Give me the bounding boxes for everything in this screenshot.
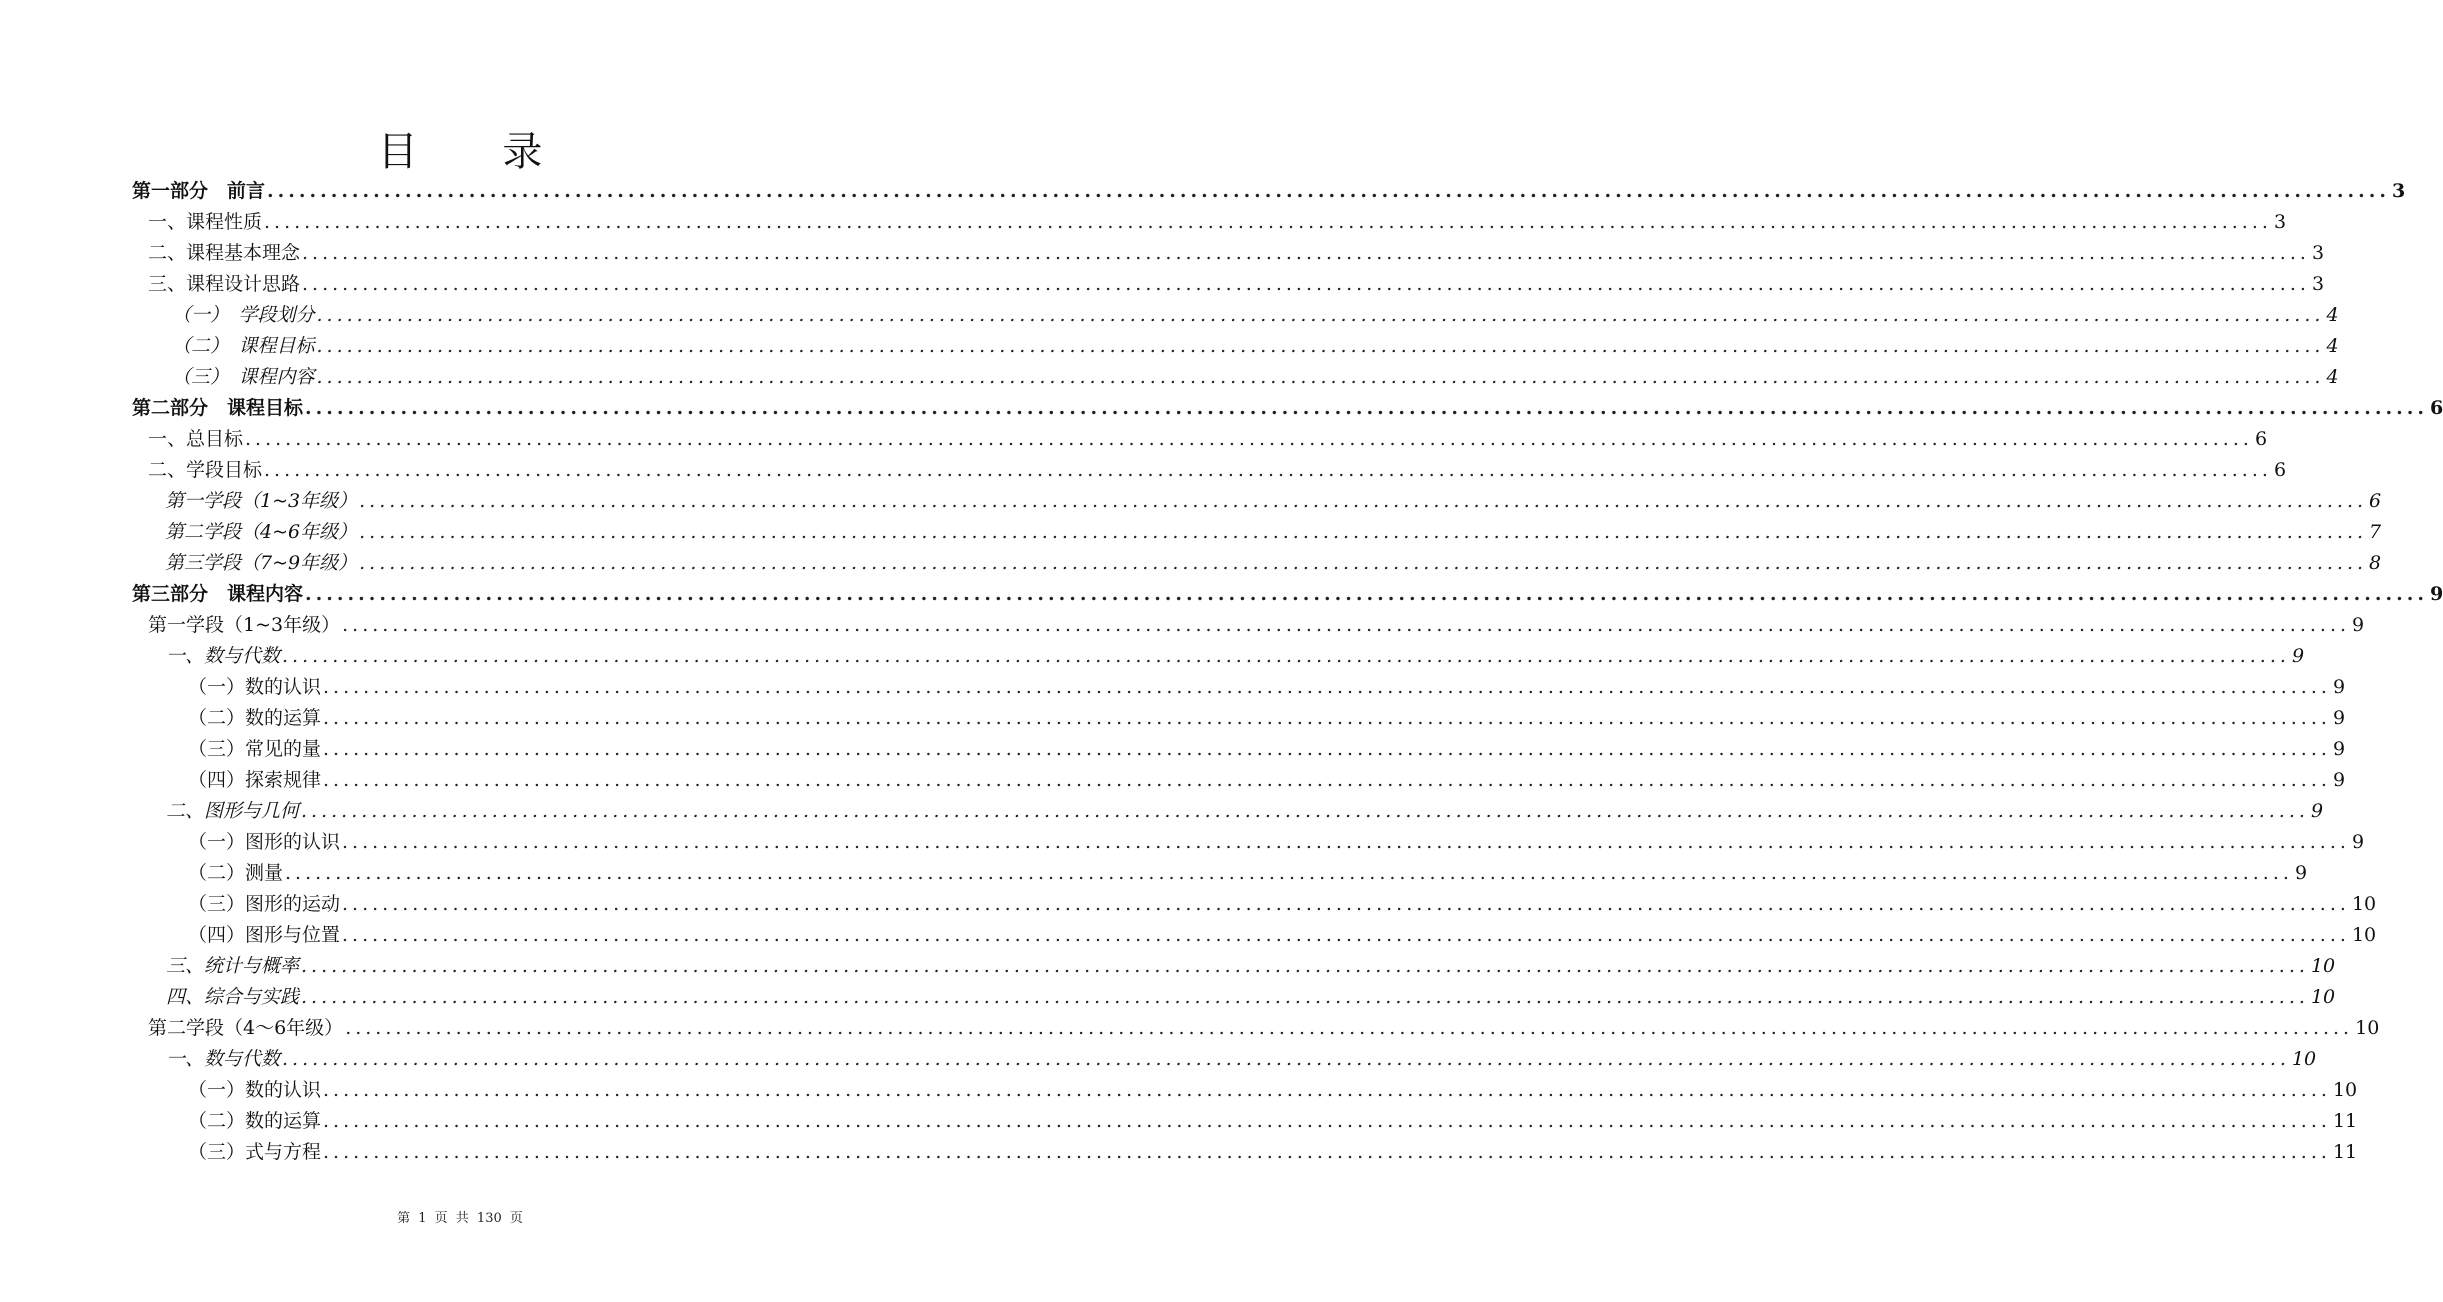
toc-entry-title: 一、总目标 (148, 428, 244, 450)
toc-entry-page-number: 3 (2273, 211, 2287, 233)
toc-entry[interactable] (0, 548, 2382, 579)
toc-entry[interactable] (0, 1106, 2358, 1137)
toc-entry-title: （四）探索规律 (188, 769, 322, 791)
toc-entry-page-number: 9 (2332, 769, 2346, 791)
toc-entry-title: （二） 课程目标 (172, 335, 315, 357)
toc-entry-page-number: 4 (2326, 366, 2339, 388)
toc-entry-title: （三）图形的运动 (188, 893, 341, 915)
toc-entry[interactable] (0, 269, 2325, 300)
toc-entry[interactable] (0, 889, 2377, 920)
dot-leader: ........................................................................................................................................................................................................ (359, 521, 2368, 543)
toc-entry[interactable] (0, 1137, 2358, 1168)
toc-entry-title: （一）图形的认识 (188, 831, 341, 853)
toc-entry-page-number: 10 (2355, 1017, 2380, 1039)
toc-entry-page-number: 3 (2311, 273, 2325, 295)
toc-entry-page-number: 6 (2429, 397, 2443, 419)
dot-leader: ........................................................................................................................................................................................................ (323, 1079, 2331, 1101)
toc-entry-title: 第二学段（4～6年级） (148, 1017, 344, 1039)
toc-entry-page-number: 9 (2310, 800, 2324, 822)
dot-leader: ........................................................................................................................................................................................................ (345, 1017, 2354, 1039)
toc-entry[interactable] (0, 1013, 2380, 1044)
toc-entry[interactable] (0, 672, 2346, 703)
toc-entry[interactable] (0, 765, 2346, 796)
dot-leader: ........................................................................................................................................................................................................ (282, 645, 2290, 667)
toc-entry-page-number: 4 (2326, 335, 2339, 357)
dot-leader: ........................................................................................................................................................................................................ (245, 428, 2253, 450)
toc-entry[interactable] (0, 734, 2346, 765)
toc-entry-title: 一、数与代数 (166, 645, 281, 667)
toc-entry-title: 二、学段目标 (148, 459, 263, 481)
dot-leader: ........................................................................................................................................................................................................ (301, 800, 2309, 822)
dot-leader: ........................................................................................................................................................................................................ (323, 707, 2331, 729)
toc-entry-title: （一）数的认识 (188, 1079, 322, 1101)
toc-entry[interactable] (0, 579, 2443, 610)
dot-leader: ........................................................................................................................................................................................................ (359, 552, 2368, 574)
toc-entry-page-number: 6 (2273, 459, 2287, 481)
toc-entry-title: 第一学段（1~3年级） (165, 490, 358, 512)
toc-entry[interactable] (0, 982, 2336, 1013)
page-title: 目 录 (377, 129, 579, 175)
dot-leader: ........................................................................................................................................................................................................ (342, 831, 2350, 853)
toc-entry[interactable] (0, 455, 2287, 486)
toc-entry-title: 一、课程性质 (148, 211, 263, 233)
dot-leader: ........................................................................................................................................................................................................ (323, 1110, 2331, 1132)
page-footer: 第 1 页 共 130 页 (397, 1211, 523, 1226)
toc-entry[interactable] (0, 703, 2346, 734)
toc-entry-title: 第三部分 课程内容 (132, 583, 304, 605)
dot-leader: ........................................................................................................................................................................................................ (302, 273, 2310, 295)
toc-entry-title: 第二学段（4~6年级） (165, 521, 358, 543)
dot-leader: ........................................................................................................................................................................................................ (316, 304, 2325, 326)
toc-entry-page-number: 9 (2351, 831, 2365, 853)
toc-entry-title: （二）数的运算 (188, 1110, 322, 1132)
toc-entry-title: 一、数与代数 (166, 1048, 281, 1070)
toc-entry-title: （三）常见的量 (188, 738, 322, 760)
toc-entry-title: （一）数的认识 (188, 676, 322, 698)
toc-entry-title: 三、课程设计思路 (148, 273, 301, 295)
dot-leader: ........................................................................................................................................................................................................ (323, 769, 2331, 791)
dot-leader: ........................................................................................................................................................................................................ (316, 366, 2325, 388)
dot-leader: ........................................................................................................................................................................................................ (323, 676, 2331, 698)
toc-entry-page-number: 9 (2332, 676, 2346, 698)
toc-entry-page-number: 9 (2291, 645, 2305, 667)
toc-entry[interactable] (0, 238, 2325, 269)
toc-entry-title: 二、图形与几何 (166, 800, 300, 822)
toc-entry-page-number: 3 (2391, 180, 2406, 202)
toc-entry-page-number: 10 (2291, 1048, 2317, 1070)
toc-entry-title: 第三学段（7~9年级） (165, 552, 358, 574)
dot-leader: ........................................................................................................................................................................................................ (305, 583, 2428, 605)
toc-entry-page-number: 10 (2351, 893, 2377, 915)
toc-entry[interactable] (0, 920, 2377, 951)
toc-entry-title: 三、统计与概率 (166, 955, 300, 977)
dot-leader: ........................................................................................................................................................................................................ (264, 459, 2272, 481)
toc-entry-page-number: 9 (2352, 614, 2365, 636)
dot-leader: ........................................................................................................................................................................................................ (301, 955, 2309, 977)
dot-leader: ........................................................................................................................................................................................................ (264, 211, 2272, 233)
toc-entry-page-number: 9 (2294, 862, 2308, 884)
toc-entry[interactable] (0, 331, 2339, 362)
toc-entry[interactable] (0, 207, 2287, 238)
toc-entry-page-number: 6 (2254, 428, 2268, 450)
dot-leader: ........................................................................................................................................................................................................ (323, 738, 2331, 760)
dot-leader: ........................................................................................................................................................................................................ (302, 242, 2310, 264)
dot-leader: ........................................................................................................................................................................................................ (305, 397, 2428, 419)
toc-entry-title: 第一学段（1~3年级） (148, 614, 341, 636)
toc-entry-title: （四）图形与位置 (188, 924, 341, 946)
table-of-contents (0, 176, 2443, 1168)
dot-leader: ........................................................................................................................................................................................................ (342, 924, 2350, 946)
toc-entry[interactable] (0, 300, 2339, 331)
dot-leader: ........................................................................................................................................................................................................ (301, 986, 2309, 1008)
toc-entry-page-number: 9 (2429, 583, 2443, 605)
dot-leader: ........................................................................................................................................................................................................ (285, 862, 2293, 884)
dot-leader: ........................................................................................................................................................................................................ (342, 893, 2350, 915)
dot-leader: ........................................................................................................................................................................................................ (267, 180, 2390, 202)
toc-entry-title: 第二部分 课程目标 (132, 397, 304, 419)
toc-entry-page-number: 3 (2311, 242, 2325, 264)
toc-entry[interactable] (0, 1075, 2358, 1106)
toc-entry-title: 第一部分 前言 (132, 180, 266, 202)
dot-leader: ........................................................................................................................................................................................................ (342, 614, 2351, 636)
toc-entry[interactable] (0, 517, 2382, 548)
toc-entry-page-number: 9 (2332, 738, 2346, 760)
dot-leader: ........................................................................................................................................................................................................ (323, 1141, 2331, 1163)
toc-entry[interactable] (0, 486, 2382, 517)
toc-entry-page-number: 10 (2351, 924, 2377, 946)
toc-entry[interactable] (0, 424, 2268, 455)
toc-entry-page-number: 6 (2369, 490, 2382, 512)
toc-entry[interactable] (0, 858, 2308, 889)
toc-entry-title: （三） 课程内容 (172, 366, 315, 388)
toc-entry-title: （二）数的运算 (188, 707, 322, 729)
toc-entry[interactable] (0, 176, 2406, 207)
toc-entry-page-number: 10 (2310, 955, 2336, 977)
toc-entry[interactable] (0, 951, 2336, 982)
toc-entry[interactable] (0, 827, 2365, 858)
toc-entry-page-number: 10 (2332, 1079, 2358, 1101)
toc-entry-title: 四、综合与实践 (166, 986, 300, 1008)
dot-leader: ........................................................................................................................................................................................................ (359, 490, 2368, 512)
toc-entry[interactable] (0, 362, 2339, 393)
toc-entry-page-number: 10 (2310, 986, 2336, 1008)
dot-leader: ........................................................................................................................................................................................................ (282, 1048, 2290, 1070)
toc-entry-title: 二、课程基本理念 (148, 242, 301, 264)
toc-entry[interactable] (0, 393, 2443, 424)
toc-entry-page-number: 11 (2332, 1110, 2358, 1132)
dot-leader: ........................................................................................................................................................................................................ (316, 335, 2325, 357)
toc-entry-title: （三）式与方程 (188, 1141, 322, 1163)
toc-entry[interactable] (0, 1044, 2317, 1075)
toc-entry[interactable] (0, 641, 2305, 672)
toc-entry-title: （二）测量 (188, 862, 284, 884)
toc-entry[interactable] (0, 610, 2365, 641)
toc-entry-page-number: 8 (2369, 552, 2382, 574)
toc-entry-page-number: 4 (2326, 304, 2339, 326)
toc-entry-title: （一） 学段划分 (172, 304, 315, 326)
toc-entry-page-number: 11 (2332, 1141, 2358, 1163)
toc-entry-page-number: 7 (2369, 521, 2382, 543)
toc-entry-page-number: 9 (2332, 707, 2346, 729)
toc-entry[interactable] (0, 796, 2324, 827)
